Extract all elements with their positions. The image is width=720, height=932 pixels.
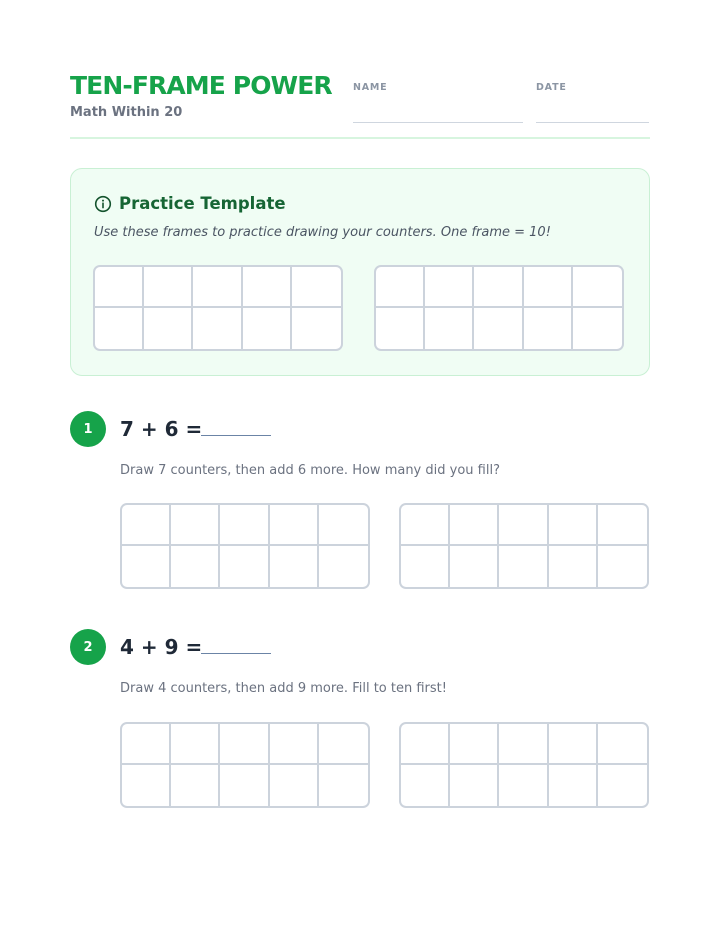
frame-cell[interactable] bbox=[220, 505, 269, 546]
frame-cell[interactable] bbox=[549, 765, 598, 806]
answer-line[interactable] bbox=[201, 435, 271, 436]
problem-1-ten-frame-2[interactable] bbox=[399, 503, 649, 589]
practice-title: Practice Template bbox=[119, 194, 286, 213]
frame-cell[interactable] bbox=[319, 546, 368, 587]
date-field[interactable] bbox=[536, 82, 567, 94]
frame-cell[interactable] bbox=[474, 308, 523, 349]
frame-cell[interactable] bbox=[122, 505, 171, 546]
frame-cell[interactable] bbox=[144, 308, 193, 349]
frame-cell[interactable] bbox=[220, 724, 269, 765]
frame-cell[interactable] bbox=[122, 724, 171, 765]
frame-cell[interactable] bbox=[450, 505, 499, 546]
frame-cell[interactable] bbox=[425, 267, 474, 308]
frame-cell[interactable] bbox=[598, 765, 647, 806]
frame-cell[interactable] bbox=[499, 765, 548, 806]
frame-cell[interactable] bbox=[220, 546, 269, 587]
problem-instruction: Draw 4 counters, then add 9 more. Fill to ten first! bbox=[120, 681, 447, 696]
frame-cell[interactable] bbox=[573, 308, 622, 349]
frame-cell[interactable] bbox=[450, 546, 499, 587]
worksheet-subtitle: Math Within 20 bbox=[70, 105, 183, 120]
frame-cell[interactable] bbox=[171, 724, 220, 765]
frame-cell[interactable] bbox=[598, 546, 647, 587]
problem-1-ten-frame-1[interactable] bbox=[120, 503, 370, 589]
frame-cell[interactable] bbox=[220, 765, 269, 806]
frame-cell[interactable] bbox=[524, 308, 573, 349]
name-field[interactable] bbox=[353, 82, 387, 94]
date-label: DATE bbox=[536, 82, 567, 93]
practice-header bbox=[94, 193, 286, 215]
worksheet-title: TEN-FRAME POWER bbox=[70, 71, 332, 100]
frame-cell[interactable] bbox=[401, 546, 450, 587]
frame-cell[interactable] bbox=[270, 505, 319, 546]
practice-description: Use these frames to practice drawing your counters. One frame = 10! bbox=[94, 225, 551, 240]
frame-cell[interactable] bbox=[193, 267, 242, 308]
frame-cell[interactable] bbox=[499, 546, 548, 587]
frame-cell[interactable] bbox=[319, 724, 368, 765]
frame-cell[interactable] bbox=[292, 308, 341, 349]
frame-cell[interactable] bbox=[122, 765, 171, 806]
frame-cell[interactable] bbox=[319, 505, 368, 546]
frame-cell[interactable] bbox=[171, 765, 220, 806]
frame-cell[interactable] bbox=[549, 546, 598, 587]
frame-cell[interactable] bbox=[270, 546, 319, 587]
frame-cell[interactable] bbox=[144, 267, 193, 308]
problem-instruction: Draw 7 counters, then add 6 more. How many did you fill? bbox=[120, 463, 500, 478]
frame-cell[interactable] bbox=[319, 765, 368, 806]
frame-cell[interactable] bbox=[425, 308, 474, 349]
frame-cell[interactable] bbox=[401, 505, 450, 546]
name-label: NAME bbox=[353, 82, 388, 93]
problem-number-badge: 2 bbox=[70, 629, 106, 665]
problem-equation: 7 + 6 = bbox=[120, 417, 203, 441]
frame-cell[interactable] bbox=[193, 308, 242, 349]
name-line[interactable] bbox=[353, 122, 523, 123]
frame-cell[interactable] bbox=[499, 724, 548, 765]
problem-2-ten-frame-2[interactable] bbox=[399, 722, 649, 808]
problem-number-badge: 1 bbox=[70, 411, 106, 447]
frame-cell[interactable] bbox=[401, 765, 450, 806]
frame-cell[interactable] bbox=[122, 546, 171, 587]
frame-cell[interactable] bbox=[401, 724, 450, 765]
frame-cell[interactable] bbox=[450, 765, 499, 806]
practice-ten-frame-1[interactable] bbox=[93, 265, 343, 351]
frame-cell[interactable] bbox=[598, 724, 647, 765]
frame-cell[interactable] bbox=[524, 267, 573, 308]
header-divider bbox=[70, 137, 650, 139]
problem-2 bbox=[70, 629, 650, 819]
frame-cell[interactable] bbox=[243, 308, 292, 349]
answer-line[interactable] bbox=[201, 653, 271, 654]
frame-cell[interactable] bbox=[171, 546, 220, 587]
frame-cell[interactable] bbox=[95, 267, 144, 308]
frame-cell[interactable] bbox=[549, 724, 598, 765]
frame-cell[interactable] bbox=[243, 267, 292, 308]
problem-equation: 4 + 9 = bbox=[120, 635, 203, 659]
frame-cell[interactable] bbox=[270, 765, 319, 806]
frame-cell[interactable] bbox=[376, 308, 425, 349]
frame-cell[interactable] bbox=[171, 505, 220, 546]
worksheet-header bbox=[70, 72, 650, 138]
frame-cell[interactable] bbox=[270, 724, 319, 765]
frame-cell[interactable] bbox=[549, 505, 598, 546]
frame-cell[interactable] bbox=[474, 267, 523, 308]
problem-2-ten-frame-1[interactable] bbox=[120, 722, 370, 808]
frame-cell[interactable] bbox=[95, 308, 144, 349]
date-line[interactable] bbox=[536, 122, 649, 123]
frame-cell[interactable] bbox=[376, 267, 425, 308]
practice-template-box bbox=[70, 168, 650, 376]
frame-cell[interactable] bbox=[499, 505, 548, 546]
frame-cell[interactable] bbox=[450, 724, 499, 765]
problem-1 bbox=[70, 411, 650, 601]
frame-cell[interactable] bbox=[598, 505, 647, 546]
frame-cell[interactable] bbox=[573, 267, 622, 308]
practice-ten-frame-2[interactable] bbox=[374, 265, 624, 351]
frame-cell[interactable] bbox=[292, 267, 341, 308]
info-icon bbox=[94, 195, 112, 213]
